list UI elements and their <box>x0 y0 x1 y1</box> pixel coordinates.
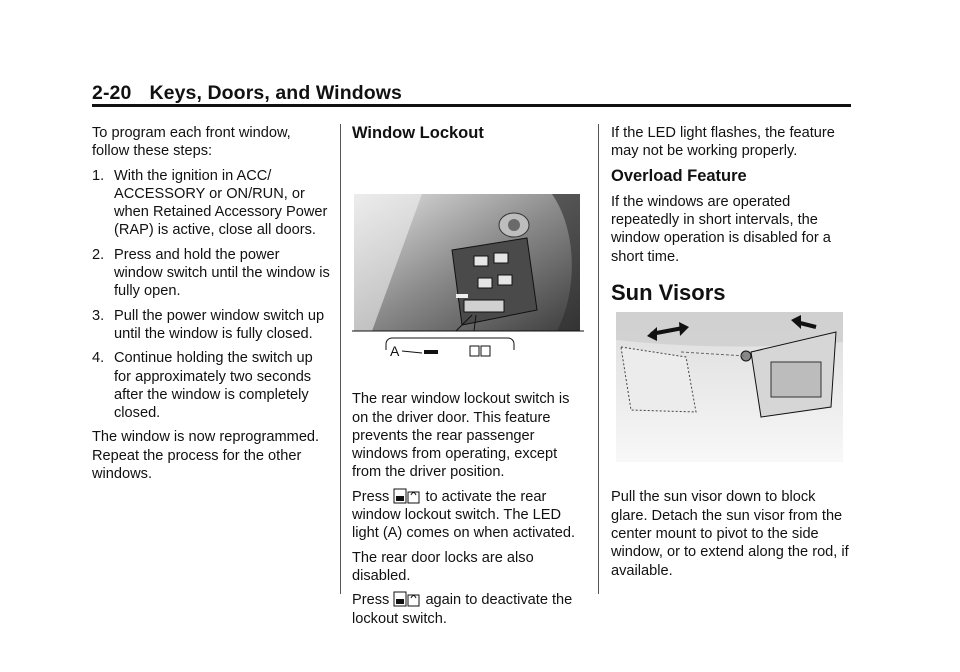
overload-description: If the windows are operated repeatedly in short intervals, the window operation is disabled for a short time. <box>611 193 831 265</box>
step-number: 3. <box>92 307 105 324</box>
step-number: 1. <box>92 167 105 184</box>
window-switch-icon <box>474 256 488 266</box>
callout-leader <box>402 351 422 353</box>
lockout-led-icon <box>456 294 468 298</box>
lockout-switch-icon <box>393 488 421 504</box>
door-switch-illustration <box>352 150 584 350</box>
column-3 <box>611 124 851 586</box>
press-text: Press <box>352 592 390 609</box>
sun-visors-heading: Sun Visors <box>611 280 726 306</box>
mirror-knob-icon <box>508 219 520 231</box>
visor-side-icon <box>621 347 696 412</box>
step-text: With the ignition in ACC/ ACCESSORY or ON/RUN, or when Retained Accessory Power (RAP) is active, close all doors. <box>114 167 328 239</box>
window-switch-icon <box>494 253 508 263</box>
led-flash-note: If the LED light flashes, the feature may not be working properly. <box>611 125 835 160</box>
overload-heading: Overload Feature <box>611 166 747 185</box>
step-number: 4. <box>92 350 105 367</box>
activate-instruction <box>352 488 587 543</box>
step-number: 2. <box>92 246 105 263</box>
window-lockout-heading: Window Lockout <box>352 124 484 142</box>
step-text: Press and hold the power window switch until the window is fully open. <box>114 246 330 300</box>
outro-paragraph: The window is now reprogrammed. Repeat the process for the other windows. <box>92 429 320 483</box>
step-item <box>92 246 332 301</box>
activate-text: to activate the rear window lockout switch. The LED light (A) comes on when activated. <box>352 488 576 542</box>
window-lock-icon <box>470 346 479 356</box>
padlock-icon <box>481 346 490 356</box>
deactivate-text: again to deactivate the lockout switch. <box>352 592 573 627</box>
lockout-led-icon <box>424 350 438 354</box>
header-rule <box>92 104 851 107</box>
column-divider <box>598 124 599 594</box>
switch-callout-box <box>386 338 514 350</box>
switch-callout-detail <box>352 330 584 370</box>
vanity-mirror-icon <box>771 362 821 397</box>
window-switch-icon <box>498 275 512 285</box>
sun-visor-instructions: Pull the sun visor down to block glare. Detach the sun visor from the center mount to pivot to the side window, or to extend along the rod, if available. <box>611 489 849 579</box>
step-item <box>92 167 332 240</box>
step-text: Pull the power window switch up until the window is fully closed. <box>114 307 325 342</box>
lockout-switch-icon <box>393 591 421 607</box>
deactivate-instruction <box>352 591 587 628</box>
window-switch-icon <box>478 278 492 288</box>
press-text: Press <box>352 488 390 505</box>
lockout-button-icon <box>464 300 504 312</box>
section-title: Keys, Doors, and Windows <box>149 82 402 104</box>
page-header <box>92 82 402 105</box>
door-locks-note: The rear door locks are also disabled. <box>352 549 534 584</box>
step-item <box>92 307 332 344</box>
step-text: Continue holding the switch up for approximately two seconds after the window is completely closed. <box>114 350 313 422</box>
step-item <box>92 349 332 422</box>
page-number: 2-20 <box>92 82 132 104</box>
column-divider <box>340 124 341 594</box>
lockout-description: The rear window lockout switch is on the driver door. This feature prevents the rear passenger windows from operating, except from the driver position. <box>352 391 570 481</box>
sun-visor-illustration <box>611 312 843 462</box>
column-2 <box>352 124 587 634</box>
callout-label-a: A <box>390 343 400 360</box>
column-1 <box>92 124 332 489</box>
intro-paragraph: To program each front window, follow these steps: <box>92 125 291 160</box>
